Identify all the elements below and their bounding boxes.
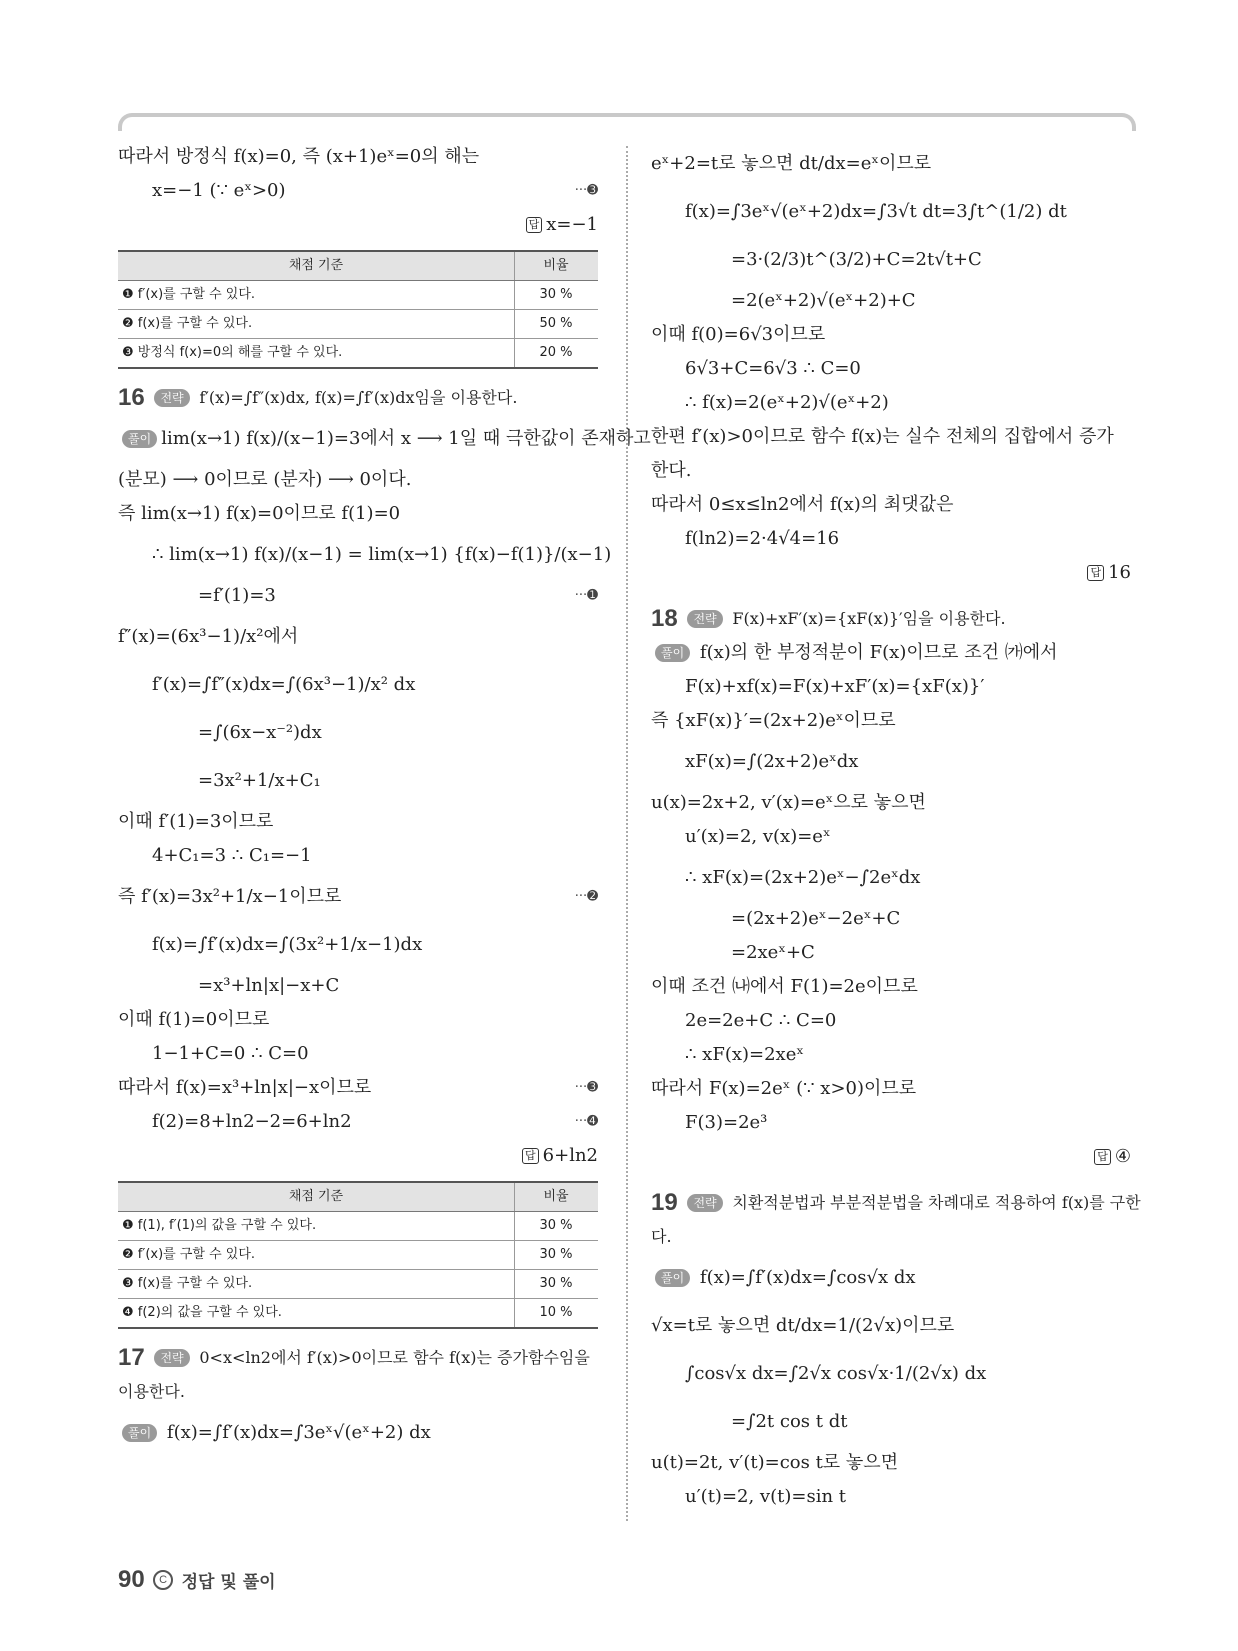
solution-line bbox=[651, 704, 1131, 738]
criterion-cell: ❸ f(x)를 구할 수 있다. bbox=[118, 1270, 515, 1299]
table-row bbox=[118, 1241, 598, 1270]
ratio-cell: 50 % bbox=[515, 310, 599, 339]
solution-line bbox=[651, 936, 1131, 970]
solution-line-text: =2xeˣ+C bbox=[731, 942, 815, 963]
solution-line-text: f(x)=∫3eˣ√(eˣ+2)dx=∫3√t dt=3∫t^(1/2) dt bbox=[685, 201, 1067, 222]
criterion-cell: ❷ f′(x)를 구할 수 있다. bbox=[118, 1241, 515, 1270]
strategy-text-cont: 이용한다. bbox=[118, 1382, 185, 1401]
ratio-cell: 20 % bbox=[515, 339, 599, 369]
strategy-text: 치환적분법과 부분적분법을 차례대로 적용하여 f(x)를 구한 bbox=[732, 1193, 1141, 1212]
step-marker: ···➋ bbox=[574, 889, 598, 904]
ratio-cell: 30 % bbox=[515, 281, 599, 310]
solution-line-text: ∴ xF(x)=2xeˣ bbox=[685, 1044, 804, 1065]
solution-line-text: =3·(2/3)t^(3/2)+C=2t√t+C bbox=[731, 249, 982, 270]
solution-line-text: u(t)=2t, v′(t)=cos t로 놓으면 bbox=[651, 1452, 899, 1473]
table-header: 채점 기준 bbox=[118, 251, 515, 281]
solution-line bbox=[651, 1480, 1131, 1514]
solution-line bbox=[651, 352, 1131, 386]
solution-line-text: f″(x)=(6x³−1)/x²에서 bbox=[118, 626, 299, 647]
solution-line bbox=[651, 386, 1131, 420]
solution-line-text: 한편 f′(x)>0이므로 함수 f(x)는 실수 전체의 집합에서 증가 bbox=[651, 426, 1114, 447]
solution-line-text: 2e=2e+C ∴ C=0 bbox=[685, 1010, 837, 1031]
q19-solution-first: 풀이 f(x)=∫f′(x)dx=∫cos√x dx bbox=[651, 1254, 1131, 1302]
strategy-tag: 전략 bbox=[687, 1194, 722, 1212]
table-row bbox=[118, 281, 598, 310]
solution-line bbox=[651, 854, 1131, 902]
solution-tag: 풀이 bbox=[122, 430, 157, 448]
solution-line-text: u(x)=2x+2, v′(x)=eˣ으로 놓으면 bbox=[651, 792, 926, 813]
solution-line bbox=[651, 284, 1131, 318]
solution-line-text: ∴ xF(x)=(2x+2)eˣ−∫2eˣdx bbox=[685, 867, 921, 888]
page-footer bbox=[118, 1566, 276, 1594]
table-row bbox=[118, 1270, 598, 1299]
solution-line bbox=[651, 236, 1131, 284]
q19-header bbox=[651, 1186, 1141, 1220]
q19-solution bbox=[651, 1302, 1131, 1514]
scoring-table-16 bbox=[118, 1181, 598, 1329]
solution-line-text: F(3)=2e³ bbox=[685, 1112, 768, 1133]
copyright-c-icon: C bbox=[153, 1570, 173, 1590]
table-row bbox=[118, 339, 598, 369]
table-header: 채점 기준 bbox=[118, 1182, 515, 1212]
solution-line-text: 따라서 f(x)=x³+ln|x|−x이므로 bbox=[118, 1077, 372, 1098]
solution-line-text: 따라서 F(x)=2eˣ (∵ x>0)이므로 bbox=[651, 1078, 917, 1099]
solution-line-text: f(2)=8+ln2−2=6+ln2 bbox=[152, 1111, 352, 1132]
solution-line bbox=[651, 318, 1131, 352]
answer-icon: 답 bbox=[1087, 565, 1104, 581]
solution-line bbox=[118, 839, 598, 873]
solution-line bbox=[651, 786, 1131, 820]
criterion-cell: ❹ f(2)의 값을 구할 수 있다. bbox=[118, 1299, 515, 1329]
solution-line bbox=[118, 1037, 598, 1071]
q17-answer: 답 16 bbox=[651, 556, 1131, 590]
solution-line bbox=[651, 454, 1131, 488]
solution-line-text: 이때 f(0)=6√3이므로 bbox=[651, 324, 826, 345]
table-row bbox=[118, 1212, 598, 1241]
solution-line bbox=[118, 415, 651, 463]
solution-line-text: 즉 {xF(x)}′=(2x+2)eˣ이므로 bbox=[651, 710, 896, 731]
solution-line-text: lim(x→1) f(x)/(x−1)=3에서 x ⟶ 1일 때 극한값이 존재하고 bbox=[161, 428, 651, 449]
step-marker: ···➊ bbox=[574, 588, 598, 603]
solution-line-text: =(2x+2)eˣ−2eˣ+C bbox=[731, 908, 901, 929]
solution-line-text: x=−1 (∵ eˣ>0) bbox=[152, 180, 286, 201]
criterion-cell: ❸ 방정식 f(x)=0의 해를 구할 수 있다. bbox=[118, 339, 515, 369]
question-number: 17 bbox=[118, 1344, 145, 1371]
table-header: 비율 bbox=[515, 1182, 599, 1212]
solution-line bbox=[651, 488, 1131, 522]
criterion-cell: ❶ f′(x)를 구할 수 있다. bbox=[118, 281, 515, 310]
q17-header bbox=[118, 1341, 598, 1375]
solution-line-text: 이때 f(1)=0이므로 bbox=[118, 1009, 270, 1030]
solution-line bbox=[651, 188, 1131, 236]
solution-line bbox=[651, 1302, 1131, 1350]
q18-header bbox=[651, 602, 1131, 636]
solution-line-text: =x³+ln|x|−x+C bbox=[198, 975, 340, 996]
solution-line bbox=[118, 174, 598, 208]
solution-line bbox=[118, 873, 598, 921]
step-marker: ···➌ bbox=[574, 1080, 598, 1095]
strategy-text: 0<x<ln2에서 f′(x)>0이므로 함수 f(x)는 증가함수임을 bbox=[199, 1348, 590, 1367]
question-number: 16 bbox=[118, 384, 145, 411]
q17-solution-first: 풀이 f(x)=∫f′(x)dx=∫3eˣ√(eˣ+2) dx bbox=[118, 1409, 598, 1457]
solution-line-text: 즉 lim(x→1) f(x)=0이므로 f(1)=0 bbox=[118, 503, 401, 524]
solution-line-text: 이때 f′(1)=3이므로 bbox=[118, 811, 274, 832]
solution-line-text: √x=t로 놓으면 dt/dx=1/(2√x)이므로 bbox=[651, 1315, 955, 1336]
question-number: 18 bbox=[651, 605, 678, 632]
solution-line bbox=[651, 1106, 1131, 1140]
solution-line bbox=[651, 970, 1131, 1004]
solution-line-text: u′(x)=2, v(x)=eˣ bbox=[685, 826, 831, 847]
q16-answer: 답 6+ln2 bbox=[118, 1139, 598, 1173]
solution-line bbox=[118, 140, 598, 174]
solution-line bbox=[118, 579, 598, 613]
solution-line-text: 4+C₁=3 ∴ C₁=−1 bbox=[152, 845, 312, 866]
solution-line bbox=[118, 921, 598, 969]
solution-line-text: 이때 조건 ㈏에서 F(1)=2e이므로 bbox=[651, 976, 918, 997]
solution-line-text: (분모) ⟶ 0이므로 (분자) ⟶ 0이다. bbox=[118, 469, 412, 490]
solution-line bbox=[651, 522, 1131, 556]
strategy-text: f′(x)=∫f″(x)dx, f(x)=∫f′(x)dx임을 이용한다. bbox=[199, 388, 518, 407]
solution-line-text: u′(t)=2, v(t)=sin t bbox=[685, 1486, 847, 1507]
q18-solution-first: 풀이 f(x)의 한 부정적분이 F(x)이므로 조건 ㈎에서 bbox=[651, 636, 1131, 670]
ratio-cell: 30 % bbox=[515, 1212, 599, 1241]
solution-line-text: =f′(1)=3 bbox=[198, 585, 276, 606]
criterion-cell: ❶ f(1), f′(1)의 값을 구할 수 있다. bbox=[118, 1212, 515, 1241]
solution-line bbox=[118, 1105, 598, 1139]
solution-line bbox=[118, 531, 612, 579]
solution-line bbox=[651, 738, 1131, 786]
left-column bbox=[118, 140, 651, 1457]
solution-line-text: =2(eˣ+2)√(eˣ+2)+C bbox=[731, 290, 916, 311]
solution-line-text: 6√3+C=6√3 ∴ C=0 bbox=[685, 358, 861, 379]
step-marker: ···➌ bbox=[574, 183, 598, 198]
solution-line-text: f(x)=∫f′(x)dx=∫(3x²+1/x−1)dx bbox=[152, 934, 423, 955]
solution-line bbox=[118, 1071, 598, 1105]
solution-line-text: =∫2t cos t dt bbox=[731, 1411, 848, 1432]
strategy-tag: 전략 bbox=[154, 389, 189, 407]
solution-line-text: f(ln2)=2·4√4=16 bbox=[685, 528, 840, 549]
solution-line bbox=[651, 1004, 1131, 1038]
solution-line bbox=[651, 420, 1131, 454]
solution-tag: 풀이 bbox=[655, 644, 690, 662]
solution-line-text: ∫cos√x dx=∫2√x cos√x·1/(2√x) dx bbox=[685, 1363, 987, 1384]
right-column bbox=[651, 140, 1141, 1514]
strategy-text-cont: 다. bbox=[651, 1227, 672, 1246]
answer-icon: 답 bbox=[522, 1148, 539, 1164]
solution-line bbox=[651, 1350, 1131, 1398]
solution-tag: 풀이 bbox=[655, 1269, 690, 1287]
answer-icon: 답 bbox=[526, 217, 543, 233]
strategy-tag: 전략 bbox=[687, 610, 722, 628]
solution-line bbox=[651, 1072, 1131, 1106]
column-divider bbox=[626, 146, 628, 1521]
solution-line-text: 1−1+C=0 ∴ C=0 bbox=[152, 1043, 309, 1064]
ratio-cell: 30 % bbox=[515, 1270, 599, 1299]
table-row bbox=[118, 1299, 598, 1329]
step-marker: ···➍ bbox=[574, 1114, 598, 1129]
solution-line bbox=[118, 497, 598, 531]
page-number: 90 bbox=[118, 1566, 145, 1593]
solution-line bbox=[118, 613, 598, 661]
strategy-text: F(x)+xF′(x)={xF(x)}′임을 이용한다. bbox=[732, 609, 1006, 628]
solution-line bbox=[651, 1398, 1131, 1446]
scoring-table-15 bbox=[118, 250, 598, 369]
solution-line bbox=[118, 463, 598, 497]
solution-line-text: 한다. bbox=[651, 460, 692, 481]
solution-line bbox=[651, 820, 1131, 854]
solution-line bbox=[118, 805, 598, 839]
solution-line-text: =3x²+1/x+C₁ bbox=[198, 770, 321, 791]
footer-label: 정답 및 풀이 bbox=[181, 1572, 276, 1593]
solution-line-text: ∴ lim(x→1) f(x)/(x−1) = lim(x→1) {f(x)−f(1)}/(x−1) bbox=[152, 544, 612, 565]
page-top-bar bbox=[118, 113, 1136, 131]
solution-line bbox=[118, 969, 598, 1003]
strategy-tag: 전략 bbox=[154, 1349, 189, 1367]
q15-answer: 답 x=−1 bbox=[118, 208, 598, 242]
criterion-cell: ❷ f(x)를 구할 수 있다. bbox=[118, 310, 515, 339]
solution-line bbox=[118, 709, 598, 757]
solution-line-text: ∴ f(x)=2(eˣ+2)√(eˣ+2) bbox=[685, 392, 889, 413]
q15-tail bbox=[118, 140, 598, 208]
solution-line bbox=[651, 670, 1131, 704]
solution-line-text: xF(x)=∫(2x+2)eˣdx bbox=[685, 751, 859, 772]
solution-line-text: 따라서 0≤x≤ln2에서 f(x)의 최댓값은 bbox=[651, 494, 954, 515]
ratio-cell: 30 % bbox=[515, 1241, 599, 1270]
solution-line bbox=[118, 661, 598, 709]
q18-answer: 답 ④ bbox=[651, 1140, 1131, 1174]
solution-line bbox=[651, 1446, 1131, 1480]
table-header: 비율 bbox=[515, 251, 599, 281]
solution-line-text: F(x)+xf(x)=F(x)+xF′(x)={xF(x)}′ bbox=[685, 676, 985, 697]
answer-icon: 답 bbox=[1094, 1149, 1111, 1165]
q16-header bbox=[118, 381, 598, 415]
solution-line bbox=[118, 1003, 598, 1037]
solution-line-text: 따라서 방정식 f(x)=0, 즉 (x+1)eˣ=0의 해는 bbox=[118, 146, 480, 167]
solution-tag: 풀이 bbox=[122, 1424, 157, 1442]
solution-line bbox=[651, 1038, 1131, 1072]
table-row bbox=[118, 310, 598, 339]
ratio-cell: 10 % bbox=[515, 1299, 599, 1329]
solution-line bbox=[651, 140, 1131, 188]
solution-line-text: f′(x)=∫f″(x)dx=∫(6x³−1)/x² dx bbox=[152, 674, 416, 695]
q16-solution bbox=[118, 415, 651, 1139]
q18-solution bbox=[651, 670, 1131, 1140]
solution-line-text: 즉 f′(x)=3x²+1/x−1이므로 bbox=[118, 886, 342, 907]
solution-line-text: =∫(6x−x⁻²)dx bbox=[198, 722, 322, 743]
question-number: 19 bbox=[651, 1189, 678, 1216]
q17-solution-cont bbox=[651, 140, 1131, 556]
solution-line bbox=[118, 757, 598, 805]
solution-line-text: eˣ+2=t로 놓으면 dt/dx=eˣ이므로 bbox=[651, 153, 932, 174]
solution-line bbox=[651, 902, 1131, 936]
